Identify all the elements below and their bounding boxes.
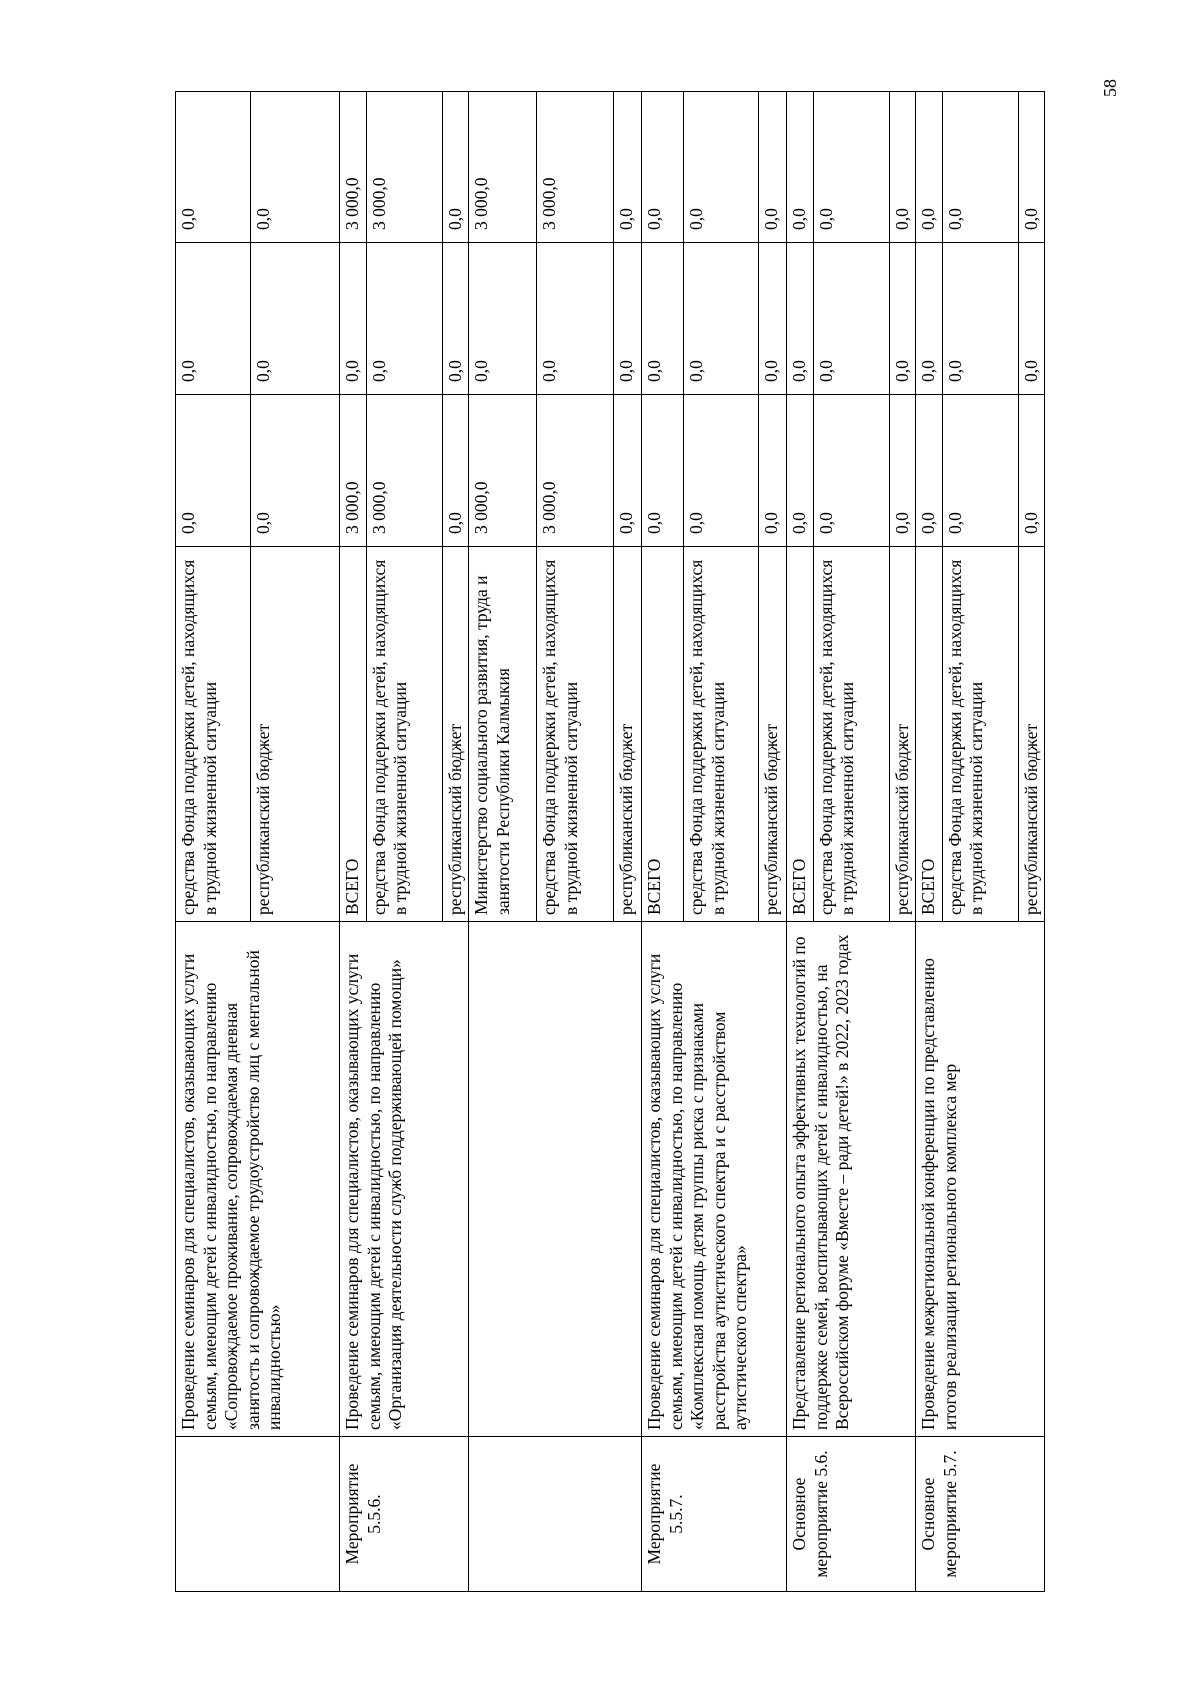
value-year-2: 0,0 [366,243,442,395]
value-year-2: 0,0 [614,243,642,395]
activity-number: Мероприятие 5.5.7. [642,1437,787,1592]
value-year-2: 0,0 [813,243,889,395]
value-year-2: 0,0 [889,243,916,395]
activity-description: Проведение семинаров для специалистов, оказывающих услуги семьям, имеющим детей с инвалидностью, по направлению «Организация деятельности служб поддерживающей помощи» [340,922,469,1437]
activity-number [469,1437,642,1592]
value-year-1: 0,0 [614,395,642,547]
activity-number: Основное мероприятие 5.7. [916,1437,1045,1592]
table-row [642,92,684,1592]
value-year-2: 0,0 [1018,243,1045,395]
value-year-3: 0,0 [889,92,916,243]
funding-source: средства Фонда поддержки детей, находящихся в трудной жизненной ситуации [942,547,1018,922]
funding-source: средства Фонда поддержки детей, находящихся в трудной жизненной ситуации [366,547,442,922]
funding-source: республиканский бюджет [889,547,916,922]
table-row [787,92,814,1592]
value-year-3: 0,0 [813,92,889,243]
value-year-3: 0,0 [684,92,759,243]
value-year-1: 0,0 [813,395,889,547]
value-year-2: 0,0 [176,243,251,395]
value-year-3: 3 000,0 [469,92,537,243]
value-year-1: 0,0 [787,395,814,547]
value-year-3: 0,0 [642,92,684,243]
activity-number: Основное мероприятие 5.6. [787,1437,916,1592]
value-year-2: 0,0 [916,243,943,395]
funding-source: средства Фонда поддержки детей, находящихся в трудной жизненной ситуации [684,547,759,922]
table-row [176,92,251,1592]
funding-source: ВСЕГО [916,547,943,922]
value-year-1: 0,0 [942,395,1018,547]
value-year-2: 0,0 [684,243,759,395]
value-year-2: 0,0 [759,243,787,395]
funding-source: республиканский бюджет [1018,547,1045,922]
funding-source: республиканский бюджет [251,547,340,922]
funding-source: Министерство социального развития, труда и занятости Республики Калмыкия [469,547,537,922]
funding-source: республиканский бюджет [614,547,642,922]
value-year-3: 3 000,0 [537,92,614,243]
value-year-3: 0,0 [787,92,814,243]
funding-source: ВСЕГО [340,547,367,922]
value-year-3: 0,0 [942,92,1018,243]
value-year-1: 3 000,0 [537,395,614,547]
page-number: 58 [1100,79,1120,97]
value-year-1: 0,0 [176,395,251,547]
funding-source: республиканский бюджет [759,547,787,922]
value-year-1: 3 000,0 [469,395,537,547]
activity-description: Представление регионального опыта эффективных технологий по поддержке семей, воспитывающих детей с инвалидностью, на Всероссийском форуме «Вместе – ради детей!» в 2022, 2023 годах [787,922,916,1437]
activity-number: Мероприятие 5.5.6. [340,1437,469,1592]
activity-description: Проведение межрегиональной конференции по представлению итогов реализации регионального комплекса мер [916,922,1045,1437]
value-year-1: 0,0 [642,395,684,547]
value-year-3: 0,0 [176,92,251,243]
value-year-3: 0,0 [916,92,943,243]
funding-source: средства Фонда поддержки детей, находящихся в трудной жизненной ситуации [813,547,889,922]
value-year-1: 3 000,0 [366,395,442,547]
value-year-2: 0,0 [942,243,1018,395]
funding-source: средства Фонда поддержки детей, находящихся в трудной жизненной ситуации [537,547,614,922]
value-year-3: 0,0 [251,92,340,243]
table-row [916,92,943,1592]
funding-source: республиканский бюджет [442,547,469,922]
value-year-1: 0,0 [1018,395,1045,547]
value-year-1: 0,0 [916,395,943,547]
value-year-3: 0,0 [442,92,469,243]
table-row [340,92,367,1592]
budget-table [175,91,1045,1592]
value-year-2: 0,0 [251,243,340,395]
activity-description [469,922,642,1437]
value-year-2: 0,0 [340,243,367,395]
table-row [469,92,537,1592]
value-year-1: 3 000,0 [340,395,367,547]
value-year-3: 0,0 [614,92,642,243]
value-year-2: 0,0 [537,243,614,395]
funding-source: средства Фонда поддержки детей, находящихся в трудной жизненной ситуации [176,547,251,922]
value-year-3: 3 000,0 [366,92,442,243]
value-year-3: 0,0 [1018,92,1045,243]
value-year-2: 0,0 [787,243,814,395]
value-year-2: 0,0 [469,243,537,395]
activity-description: Проведение семинаров для специалистов, оказывающих услуги семьям, имеющим детей с инвалидностью, по направлению «Комплексная помощь детям группы риска с признаками расстройства аутистического спектра и с расстройством аутистического спектра» [642,922,787,1437]
value-year-3: 0,0 [759,92,787,243]
value-year-1: 0,0 [442,395,469,547]
activity-number [176,1437,340,1592]
funding-source: ВСЕГО [642,547,684,922]
value-year-1: 0,0 [889,395,916,547]
value-year-1: 0,0 [759,395,787,547]
value-year-2: 0,0 [642,243,684,395]
funding-source: ВСЕГО [787,547,814,922]
value-year-2: 0,0 [442,243,469,395]
activity-description: Проведение семинаров для специалистов, оказывающих услуги семьям, имеющим детей с инвалидностью, по направлению «Сопровождаемое проживание, сопровождаемая дневная занятость и сопровождаемое трудоустройство лиц с ментальной инвалидностью» [176,922,340,1437]
value-year-3: 3 000,0 [340,92,367,243]
value-year-1: 0,0 [251,395,340,547]
value-year-1: 0,0 [684,395,759,547]
